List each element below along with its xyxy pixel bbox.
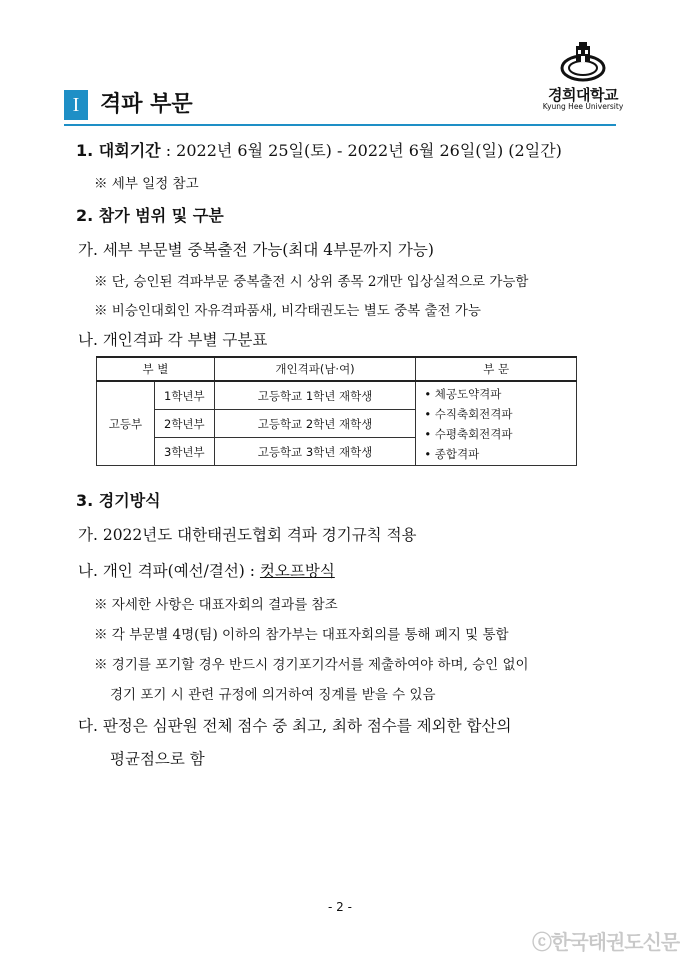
item3-ga: 가. 2022년도 대한태권도협회 격파 경기규칙 적용 (78, 526, 417, 544)
item3-na-prefix: 나. 개인 격파(예선/결선) : (78, 562, 260, 580)
division-table (96, 356, 577, 466)
event-item: • 수평축회전격파 (424, 426, 513, 441)
section-divider (64, 124, 616, 126)
event-item: • 체공도약격파 (424, 386, 502, 401)
table-header-division: 부 별 (97, 357, 215, 381)
item1-note: ※ 세부 일정 참고 (94, 176, 199, 192)
page-number: - 2 - (328, 900, 352, 914)
item1-label: 1. 대회기간 (76, 141, 161, 160)
item3-da-b: 평균점으로 함 (110, 750, 205, 768)
item2-heading (76, 203, 224, 226)
university-logo (538, 40, 628, 112)
section-number-badge: I (64, 90, 88, 120)
item2-label: 2. 참가 범위 및 구분 (76, 206, 224, 225)
item1-line (76, 138, 562, 161)
item3-na (78, 559, 335, 581)
event-item: • 종합격파 (424, 446, 480, 461)
table-cell-eligibility: 고등학교 3학년 재학생 (214, 438, 416, 466)
item2-na: 나. 개인격파 각 부별 구분표 (78, 331, 268, 349)
university-name-ko: 경희대학교 (548, 86, 618, 104)
event-item: • 수직축회전격파 (424, 406, 513, 421)
item3-note3a: ※ 경기를 포기할 경우 반드시 경기포기각서를 제출하여야 하며, 승인 없이 (94, 657, 529, 673)
table-cell-eligibility: 고등학교 1학년 재학생 (214, 381, 416, 410)
table-cell-division: 고등부 (97, 381, 155, 466)
table-header-individual: 개인격파(남·여) (214, 357, 416, 381)
item2-ga: 가. 세부 부문별 중복출전 가능(최대 4부문까지 가능) (78, 241, 434, 259)
table-cell-grade: 1학년부 (154, 381, 214, 410)
item2-note1: ※ 단, 승인된 격파부문 중복출전 시 상위 종목 2개만 입상실적으로 가능함 (94, 274, 529, 290)
university-name-en: Kyung Hee University (542, 102, 624, 111)
table-cell-grade: 2학년부 (154, 410, 214, 438)
item3-note3b: 경기 포기 시 관련 규정에 의거하여 징계를 받을 수 있음 (110, 687, 436, 703)
table-row (97, 381, 577, 410)
table-cell-eligibility: 고등학교 2학년 재학생 (214, 410, 416, 438)
item3-na-method: 컷오프방식 (259, 562, 335, 580)
table-header-row (97, 357, 577, 381)
item2-note2: ※ 비승인대회인 자유격파품새, 비각태권도는 별도 중복 출전 가능 (94, 303, 481, 319)
item3-heading (76, 488, 161, 511)
table-cell-grade: 3학년부 (154, 438, 214, 466)
item1-period: : 2022년 6월 25일(토) - 2022년 6월 26일(일) (2일간) (160, 141, 562, 160)
item3-note2: ※ 각 부문별 4명(팀) 이하의 참가부는 대표자회의를 통해 폐지 및 통합 (94, 627, 509, 643)
watermark: ⓒ한국태권도신문 (532, 930, 680, 954)
item3-label: 3. 경기방식 (76, 491, 161, 510)
item3-note1: ※ 자세한 사항은 대표자회의 결과를 참조 (94, 597, 338, 613)
table-header-events: 부 문 (416, 357, 577, 381)
university-emblem-icon (560, 40, 606, 82)
table-cell-event-list (416, 381, 577, 466)
item3-da-a: 다. 판정은 심판원 전체 점수 중 최고, 최하 점수를 제외한 합산의 (78, 717, 512, 735)
section-title: 격파 부문 (100, 92, 193, 117)
